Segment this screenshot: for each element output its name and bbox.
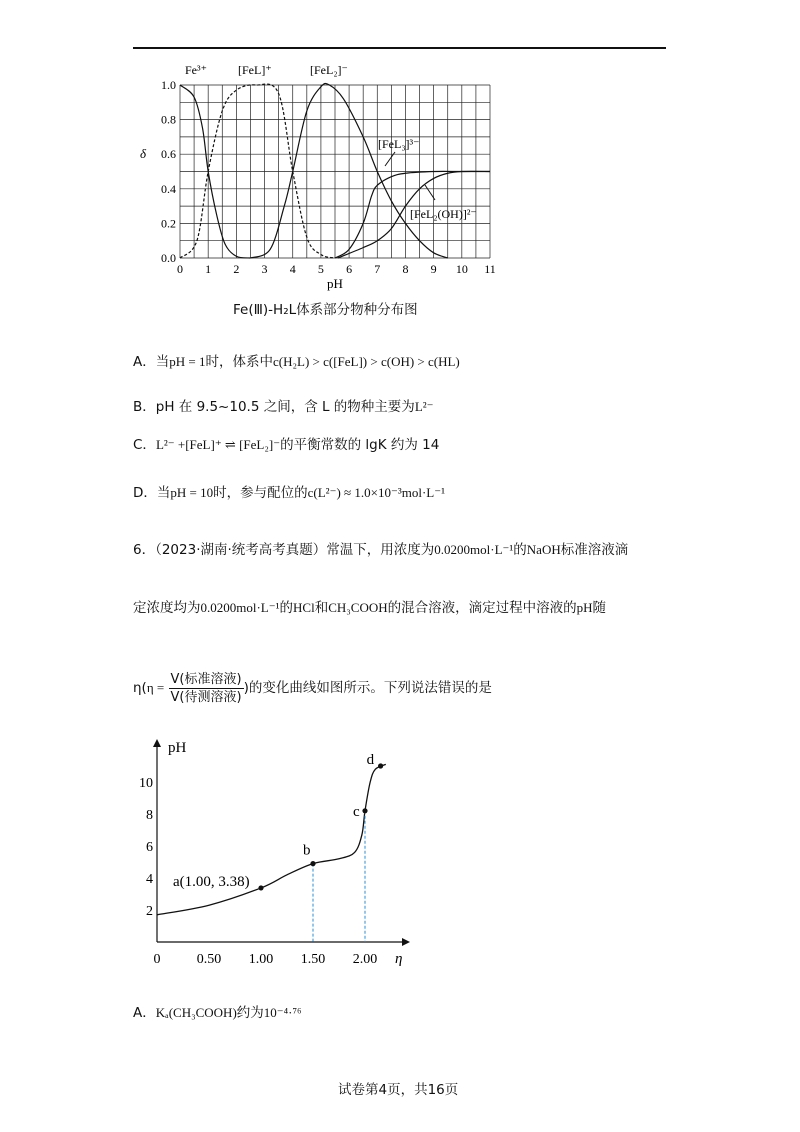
eta-fraction: $\frac{\text{V(标准溶液)}}{\text{V(待测溶液)}}$ [170,671,242,705]
x-tick-label: 1.00 [248,952,274,967]
y-tick-label: 0.4 [161,181,176,196]
data-point [362,808,367,813]
q6-line-1: 6．（2023·湖南·统考高考真题）常温下，用浓度为0.0200mol·L⁻¹的NaOH标准溶液滴 [133,542,629,558]
x-tick-label: 5 [317,262,324,276]
header-rule [133,47,666,49]
label-fel2: [FeL₂]⁻ [310,63,348,77]
data-point [258,885,263,890]
x-axis-label: pH [327,276,343,291]
species-distribution-chart [130,60,510,300]
q6-line-3: η(η = $\frac{\text{V(标准溶液)}}{\text{V(待测溶液)}}$ )的变化曲线如图所示。下列说法错误的是 [133,671,492,705]
titration-curve-chart [130,735,420,970]
x-tick-label: 11 [484,262,496,276]
titration-curve [157,764,386,914]
y-axis-label: δ [140,146,147,162]
x-tick-label: 10 [455,262,468,276]
point-label: c [353,803,360,820]
q5-option-a: A．当pH = 1时，体系中c(H₂L) > c([FeL]) > c(OH) > c(HL) [133,354,460,370]
q6-line-2: 定浓度均为0.0200mol·L⁻¹的HCl和CH₃COOH的混合溶液，滴定过程中溶液的pH随 [133,600,607,616]
figure1-caption: Fe(Ⅲ)-H₂L体系部分物种分布图 [233,302,418,318]
x-tick-label: 0 [177,262,183,276]
y-tick-label: 1.0 [161,78,176,92]
x-tick-label: 8 [402,262,409,276]
y-tick-label: 4 [146,872,153,887]
q5-option-c: C．L²⁻ +[FeL]⁺ ⇌ [FeL₂]⁻的平衡常数的 lgK 约为 14 [133,437,440,453]
y-axis-label: pH [168,740,187,756]
x-tick-label: 2.00 [352,952,378,967]
label-fel: [FeL]⁺ [238,63,272,77]
x-tick-label: 3 [261,262,268,276]
label-fel3: [FeL₃]³⁻ [378,137,420,151]
x-tick-label: 1.50 [300,952,326,967]
x-tick-label: 7 [374,262,381,276]
point-label: a(1.00, 3.38) [173,873,250,890]
page-footer: 试卷第4页，共16页 [338,1082,459,1098]
y-axis-arrow [153,739,161,747]
x-tick-label: 6 [346,262,353,276]
x-axis-arrow [402,938,410,946]
y-tick-label: 2 [146,904,153,919]
x-tick-label: 2 [233,262,240,276]
y-tick-label: 0.2 [161,216,176,231]
x-tick-label: 9 [430,262,437,276]
y-tick-label: 0.8 [161,112,176,127]
point-label: b [303,842,311,859]
x-tick-label: 0 [153,952,161,967]
q6-option-a: A．Kₐ(CH₃COOH)约为10⁻⁴·⁷⁶ [133,1005,302,1021]
label-fel2oh: [FeL₂(OH)]²⁻ [410,207,477,221]
x-tick-label: 4 [289,262,296,276]
y-tick-label: 0.0 [161,251,176,265]
y-tick-label: 0.6 [161,147,176,162]
q5-option-d: D．当pH = 10时，参与配位的c(L²⁻) ≈ 1.0×10⁻³mol·L⁻¹ [133,485,445,501]
data-point [310,861,315,866]
series-line [180,84,335,258]
x-tick-label: 0.50 [196,952,222,967]
x-axis-label: η [395,951,403,967]
q5-option-b: B．pH 在 9.5~10.5 之间，含 L 的物种主要为L²⁻ [133,399,434,415]
y-tick-label: 10 [139,776,153,791]
label-fe3: Fe³⁺ [185,63,207,77]
point-label: d [366,752,375,768]
y-tick-label: 8 [146,808,153,823]
data-point [378,763,383,768]
y-tick-label: 6 [146,840,153,855]
x-tick-label: 1 [205,262,212,276]
